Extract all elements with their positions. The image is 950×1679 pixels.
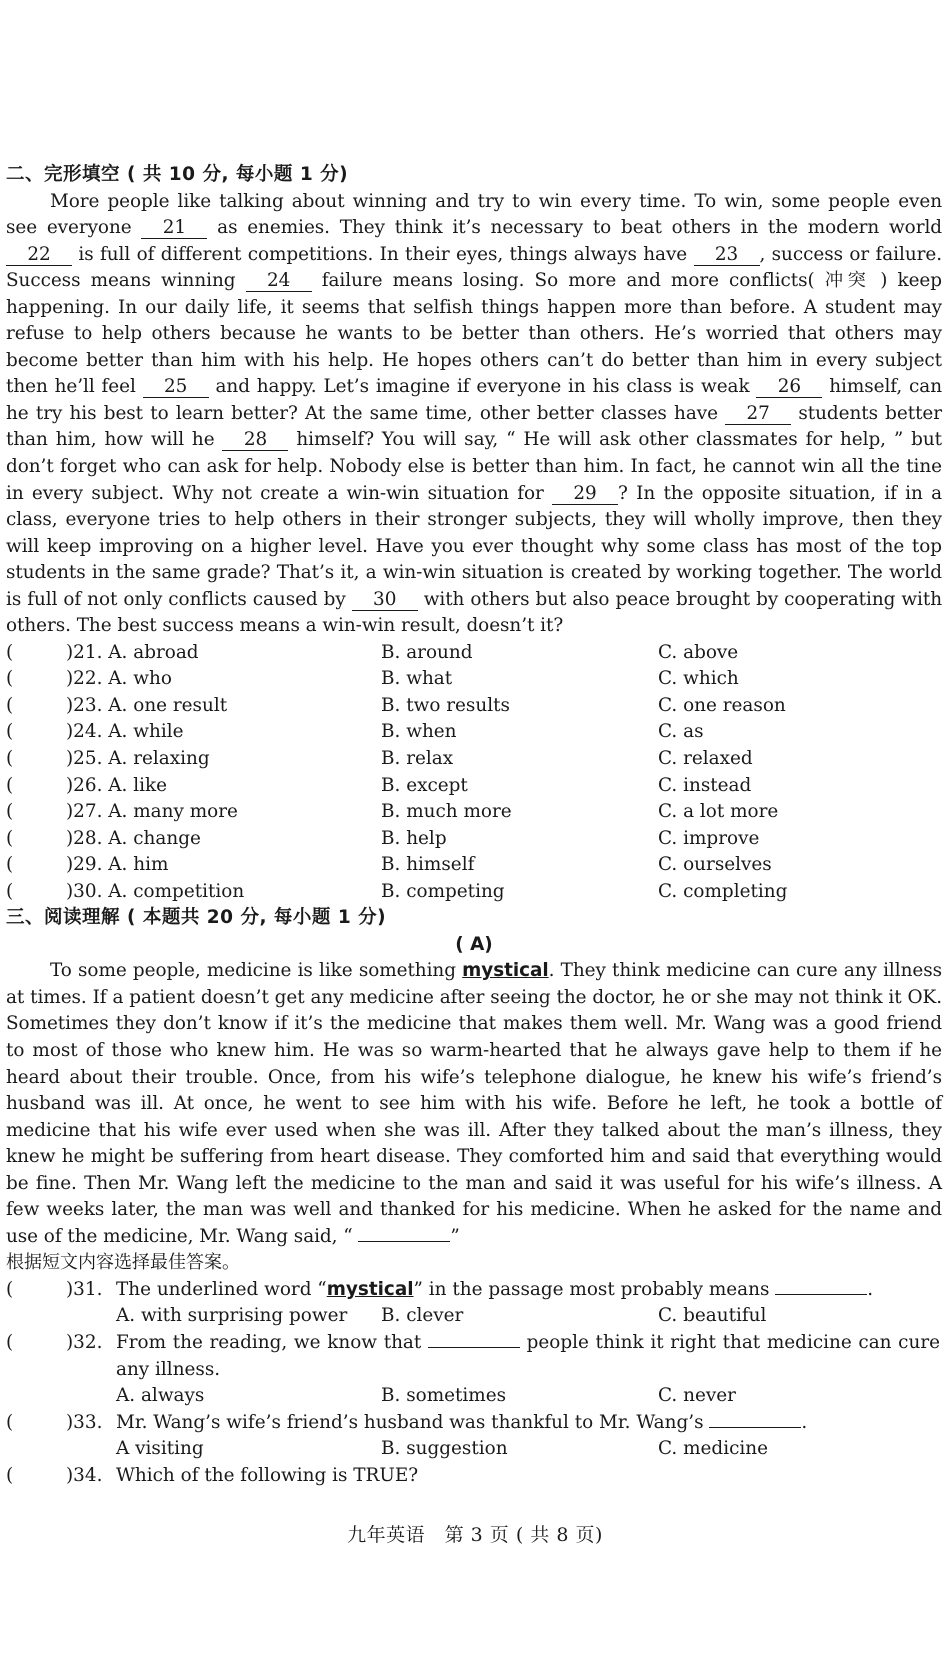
- cloze-passage: More people like talking about winning and try to win every time. To win, some people even see everyone 21 as enemies. They think it’s necessary to beat others in the modern world 22 is full of different competitions. In their eyes, things always have 23 , success or failure. Success means winning 24 failure means losing. So more and more conflicts( 冲突 ) keep happening. In our daily life, it seems that selfish things happen more than before. A student may refuse to help others because he wants to be better than others. He’s worried that others may become better than him with his help. He hopes others can’t do better than him in every subject then he’ll feel 25 and happy. Let’s imagine if everyone in his class is weak 26 himself, can he try his best to learn better? At the same time, other better classes have 27 students better than him, how will he 28 himself? You will say, “ He will ask other classmates for help, ” but don’t forget who can ask for help. Nobody else is better than him. In fact, he cannot win all the tine in every subject. Why not create a win-win situation for 29 ? In the opposite situation, if in a class, everyone tries to help others in their stronger subjects, they will wholly improve, then they will keep improving on a higher level. Have you ever thought why some class has most of the top students in the same grade? That’s it, a win-win situation is created by working together. The world is full of not only conflicts caused by 30 with others but also peace brought by cooperating with others. The best success means a win-win result, doesn’t it?: [6, 190, 943, 637]
- question-row: ( )26. A. like B. except C. instead: [6, 774, 752, 796]
- cloze-blank[interactable]: 21: [141, 218, 207, 239]
- question-row: ( )29. A. him B. himself C. ourselves: [6, 854, 772, 876]
- question-row: ( )25. A. relaxing B. relax C. relaxed: [6, 747, 753, 769]
- section-heading-cloze: 二、完形填空 ( 共 10 分, 每小题 1 分): [6, 164, 349, 185]
- question-row: ( )30. A. competition B. competing C. completing: [6, 880, 788, 902]
- exam-page: [6, 162, 942, 1489]
- question-34: ( )34. Which of the following is TRUE?: [6, 1464, 419, 1486]
- part-title: ( A): [455, 933, 493, 955]
- cloze-blank[interactable]: 29: [552, 484, 618, 505]
- question-row: ( )22. A. who B. what C. which: [6, 668, 739, 690]
- reading-passage: To some people, medicine is like something mystical. They think medicine can cure any illness at times. If a patient doesn’t get any medicine after seeing the doctor, he or she may not think it OK. Sometimes they don’t know if it’s the medicine that makes them well. Mr. Wang was a good friend to most of those who knew him. He was so warm-hearted that he always gave help to them if he heard about their trouble. Once, from his wife’s telephone dialogue, he knew his wife’s friend’s husband was ill. At once, he went to see him with his wife. Before he left, he took a bottle of medicine that his wife ever used when she was ill. After they talked about the man’s illness, they knew he might be suffering from heart disease. They comforted him and said that everything would be fine. Then Mr. Wang left the medicine to the man and said it was useful for his wife’s illness. A few weeks later, the man was well and thanked for his medicine. When he asked for the name and use of the medicine, Mr. Wang said, “ ”: [6, 960, 942, 1247]
- question-33: ( )33. Mr. Wang’s wife’s friend’s husband was thankful to Mr. Wang’s .: [6, 1411, 808, 1433]
- underlined-word: mystical: [462, 960, 549, 982]
- question-row: ( )24. A. while B. when C. as: [6, 721, 704, 743]
- section-heading-reading: 三、阅读理解 ( 本题共 20 分, 每小题 1 分): [6, 907, 387, 929]
- question-row: ( )21. A. abroad B. around C. above: [6, 641, 739, 663]
- answer-blank[interactable]: [428, 1347, 520, 1348]
- question-row: ( )27. A. many more B. much more C. a lot more: [6, 801, 779, 823]
- cloze-blank[interactable]: 25: [143, 377, 209, 398]
- cloze-blank[interactable]: [358, 1241, 450, 1242]
- page-footer: 九年英语 第 3 页 ( 共 8 页): [347, 1524, 603, 1546]
- question-32: ( )32. From the reading, we know that people think it right that medicine can cure any illness.: [6, 1331, 940, 1380]
- cloze-blank[interactable]: 22: [6, 245, 72, 266]
- options-32: A. always B. sometimes C. never: [116, 1385, 736, 1407]
- cloze-blank[interactable]: 26: [756, 377, 822, 398]
- cloze-blank[interactable]: 23: [694, 245, 760, 266]
- cloze-blank[interactable]: 24: [246, 271, 312, 292]
- options-31: A. with surprising power B. clever C. beautiful: [116, 1305, 767, 1327]
- options-33: A visiting B. suggestion C. medicine: [116, 1438, 768, 1460]
- question-31: ( )31. The underlined word “mystical” in the passage most probably means .: [6, 1278, 874, 1300]
- answer-blank[interactable]: [775, 1294, 867, 1295]
- question-row: ( )23. A. one result B. two results C. one reason: [6, 694, 786, 716]
- cloze-blank[interactable]: 27: [725, 404, 791, 425]
- cloze-blank[interactable]: 28: [222, 430, 288, 451]
- question-row: ( )28. A. change B. help C. improve: [6, 827, 760, 849]
- cloze-questions: [6, 640, 942, 905]
- answer-blank[interactable]: [709, 1427, 801, 1428]
- cloze-blank[interactable]: 30: [352, 590, 418, 611]
- instruction: 根据短文内容选择最佳答案。: [6, 1252, 240, 1274]
